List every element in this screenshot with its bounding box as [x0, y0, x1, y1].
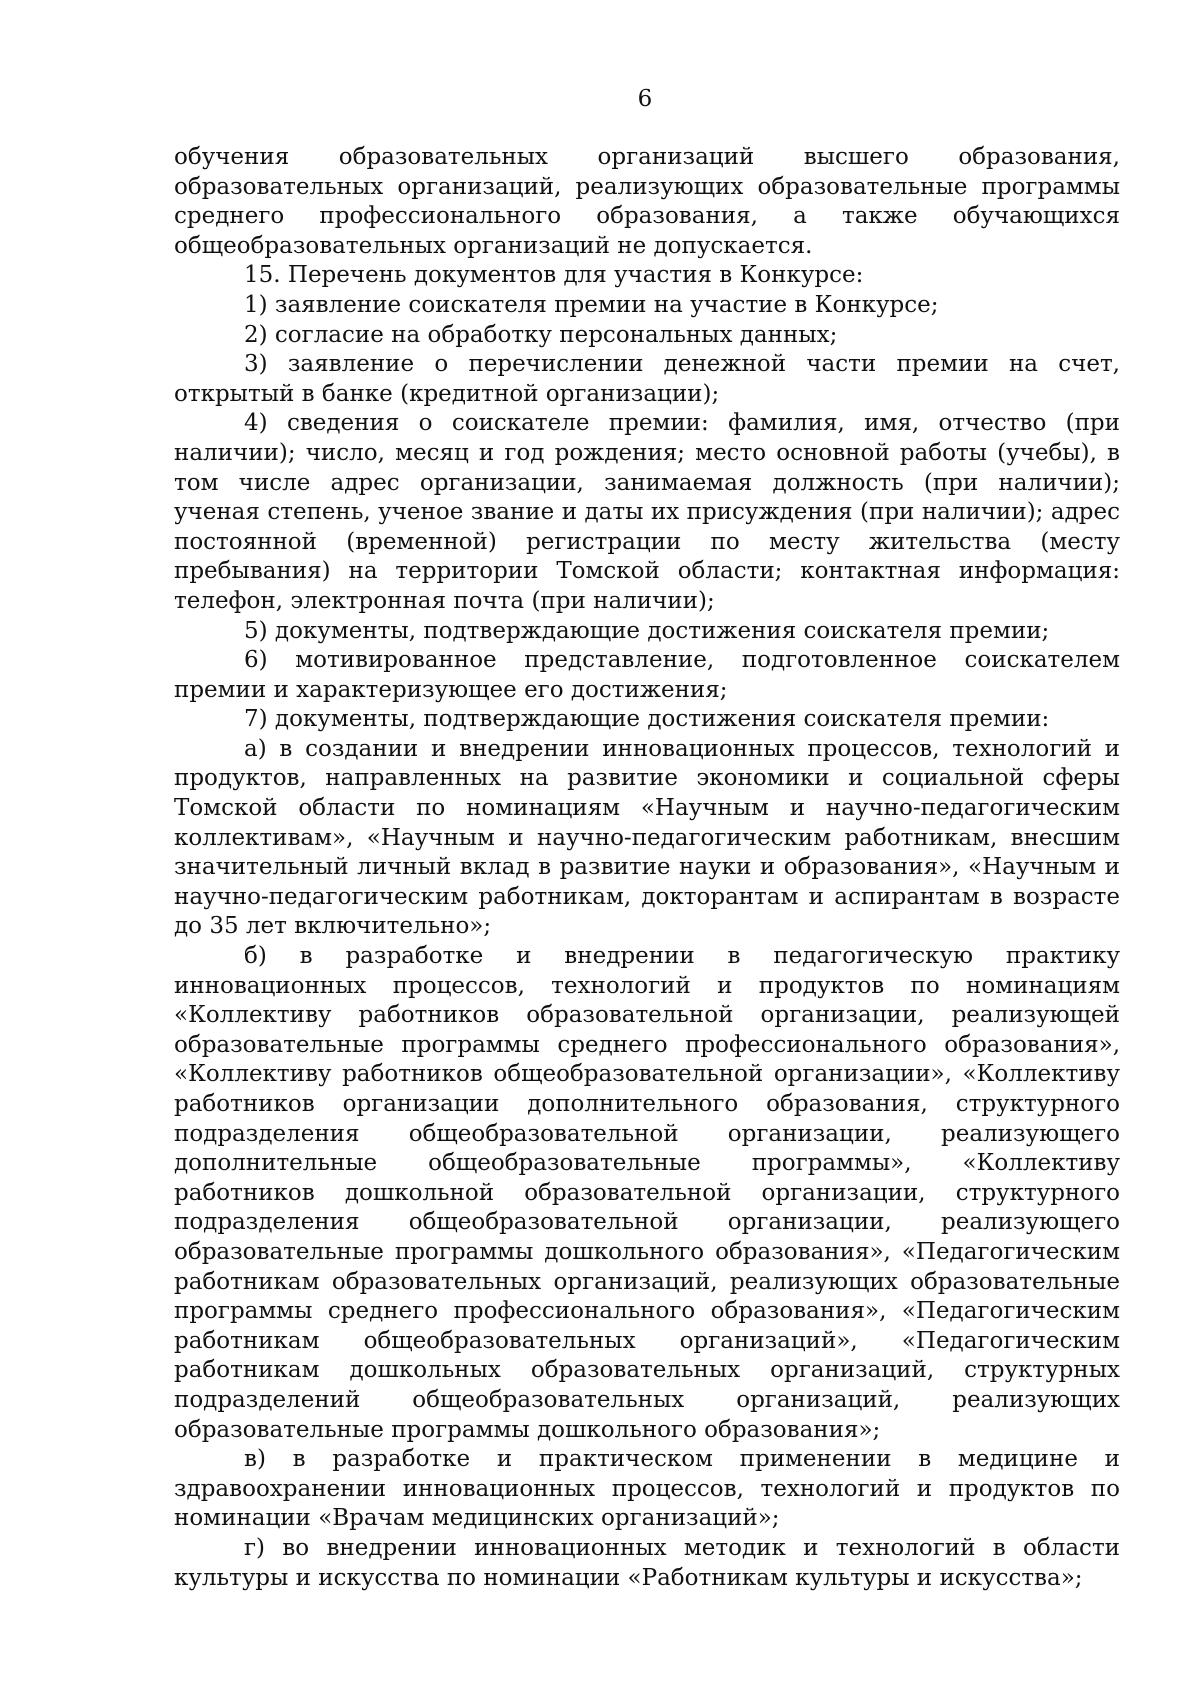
list-item-4: 4) сведения о соискателе премии: фамилия, имя, отчество (при наличии); число, месяц и год рождения; место основной работы (учебы), в том числе адрес организации, занимаемая должность (при наличии); ученая степень, ученое звание и даты их присуждения (при наличии); адрес постоянной (временной) регистрации по месту жительства (месту пребывания) на территории Томской области; контактная информация: телефон, электронная почта (при наличии);	[174, 410, 1120, 614]
list-item-1: 1) заявление соискателя премии на участие в Конкурсе;	[244, 291, 939, 318]
page-number: 6	[637, 86, 653, 112]
sub-item-v: в) в разработке и практическом применении в медицине и здравоохранении инновационных процессов, технологий и продуктов по номинации «Врачам медицинских организаций»;	[174, 1446, 1120, 1532]
paragraph-continuation: обучения образовательных организаций высшего образования, образовательных организаций, реализующих образовательные программы среднего профессионального образования, а также обучающихся общеобразовательных организаций не допускается.	[174, 144, 1120, 259]
list-item-3: 3) заявление о перечислении денежной части премии на счет, открытый в банке (кредитной организации);	[174, 351, 1120, 407]
sub-item-a: а) в создании и внедрении инновационных процессов, технологий и продуктов, направленных на развитие экономики и социальной сферы Томской области по номинациям «Научным и научно-педагогическим коллективам», «Научным и научно-педагогическим работникам, внесшим значительный личный вклад в развитие науки и образования», «Научным и научно-педагогическим работникам, докторантам и аспирантам в возрасте до 35 лет включительно»;	[174, 735, 1120, 940]
sub-item-g: г) во внедрении инновационных методик и технологий в области культуры и искусства по номинации «Работникам культуры и искусства»;	[174, 1534, 1120, 1591]
list-item-6: 6) мотивированное представление, подготовленное соискателем премии и характеризующее его достижения;	[174, 647, 1120, 703]
sub-item-b: б) в разработке и внедрении в педагогическую практику инновационных процессов, технологий и продуктов по номинациям «Коллективу работников образовательной организации, реализующей образовательные программы среднего профессионального образования», «Коллективу работников общеобразовательной организации», «Коллективу работников организации дополнительного образования, структурного подразделения общеобразовательной организации, реализующего дополнительные общеобразовательные программы», «Коллективу работников дошкольной образовательной организации, структурного подразделения общеобразовательной организации, реализующего образовательные программы дошкольного образования», «Педагогическим работникам образовательных организаций, реализующих образовательные программы среднего профессионального образования», «Педагогическим работникам общеобразовательных организаций», «Педагогическим работникам дошкольных образовательных организаций, структурных подразделений общеобразовательных организаций, реализующих образовательные программы дошкольного образования»;	[174, 943, 1120, 1443]
list-item-2: 2) согласие на обработку персональных данных;	[244, 321, 838, 348]
list-item-7: 7) документы, подтверждающие достижения соискателя премии:	[244, 706, 1050, 733]
paragraph-item-15: 15. Перечень документов для участия в Конкурсе:	[244, 262, 864, 289]
document-body	[174, 143, 1120, 1593]
list-item-5: 5) документы, подтверждающие достижения соискателя премии;	[244, 617, 1050, 644]
